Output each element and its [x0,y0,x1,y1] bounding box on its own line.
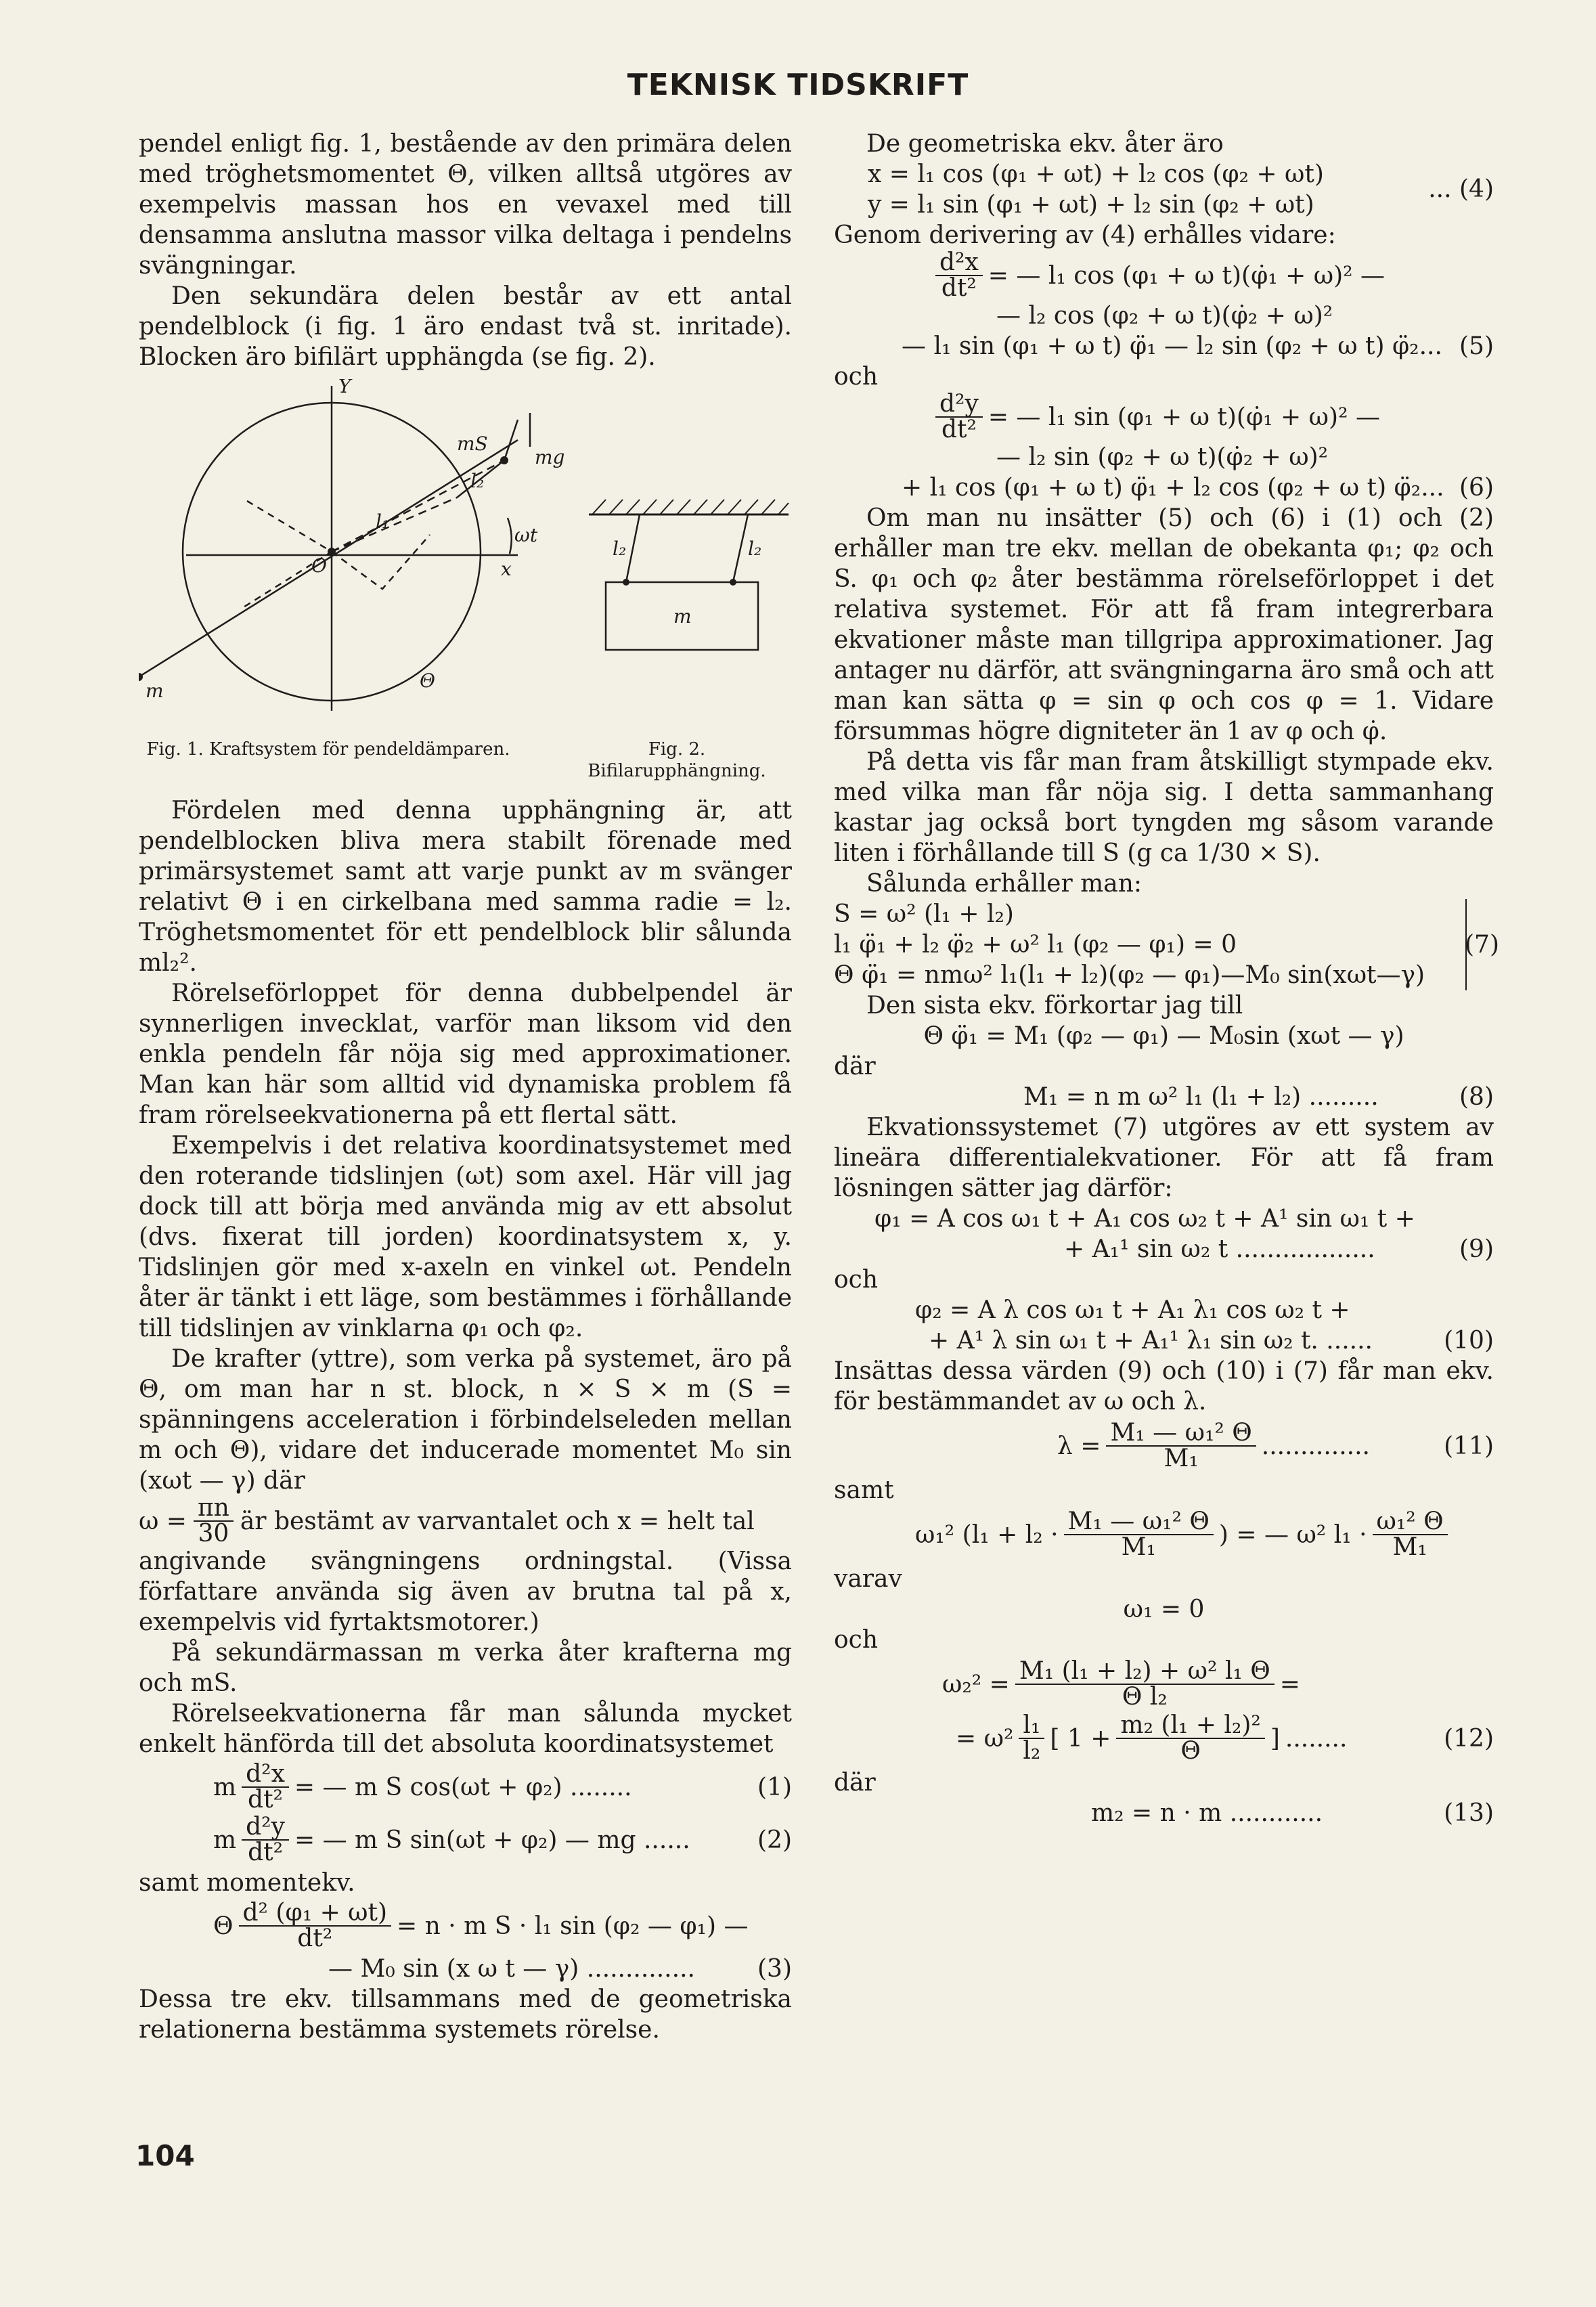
paragraph: samt momentekv. [139,1869,355,1897]
paragraph: Den sista ekv. förkortar jag till [866,992,1243,1019]
label-l2: l₂ [470,470,485,492]
page-number: 104 [135,2139,195,2172]
equation-5: $\frac{\text{d²x}}{\text{dt²}}$ = — l₁ cos (φ₁ + ω t)(φ̇₁ + ω)² — — l₂ cos (φ₂ + ω t)(φ̇₂ + ω)² — l₁ sin (φ₁ + ω t) φ̈₁ — l₂ sin (φ₂ + ω t) φ̈₂... (5) [902,248,1494,360]
paragraph: Exempelvis i det relativa koordinatsystemet med den roterande tidslinjen (ωt) som axel. Här vill jag dock till att börja med använda mig av ett absolut (dvs. fixerat till jorden) koordinatsystem x, y. Tidslinjen gör med x-axeln en vinkel ωt. Pendeln åter är tänkt i ett läge, som bestämmes i förhållande till tidslinjen av vinklarna φ₁ och φ₂. [139,1132,792,1342]
journal-header: TEKNISK TIDSKRIFT [627,68,969,102]
paragraph: pendel enligt fig. 1, bestående av den primära delen med tröghetsmomentet Θ, vilken alltså utgöres av exempelvis massan hos en vevaxel med till densamma anslutna massor vilka deltaga i pendelns svängningar. [139,130,792,280]
left-column [139,129,792,2045]
label-ms: mS [457,433,488,455]
equation-12b: = ω² l₁ l₂ [ 1 + $\frac{\text{m₂ (l₁ + l₂)²}}{\Theta}$ ] ........ (12) [956,1711,1494,1765]
label-mg: mg [535,446,565,468]
label-x: x [501,558,512,580]
equation-13: m₂ = n · m ............ (13) [1091,1799,1494,1827]
label-l2b: l₂ [748,537,762,560]
paragraph: Rörelseekvationerna får man sålunda mycket enkelt hänförda till det absoluta koordinatsystemet [139,1700,792,1758]
equation-6: $\frac{\text{d²y}}{\text{dt²}}$ = — l₁ sin (φ₁ + ω t)(φ̇₁ + ω)² — — l₂ sin (φ₂ + ω t)(φ̇₂ + ω)² + l₁ cos (φ₁ + ω t) φ̈₁ + l₂ cos (φ₂ + ω t) φ̈₂... (6) [902,390,1494,502]
paragraph: Om man nu insätter (5) och (6) i (1) och (2) erhåller man tre ekv. mellan de obekanta φ₁; φ₂ och S. φ₁ och φ₂ åter bestämma rörelseförloppet i det relativa systemet. För att få fram integrerbara ekvationer måste man tillgripa approximationer. Jag antager nu därför, att svängningarna äro små och att man kan sätta φ = sin φ och cos φ = 1. Vidare försummas högre digniteter än 1 av φ och φ̇. [834,504,1494,745]
paragraph: Den sekundära delen består av ett antal pendelblock (i fig. 1 äro endast två st. inritade). Blocken äro bifilärt upphängda (se fig. 2). [139,282,792,371]
paragraph: Genom derivering av (4) erhålles vidare: [834,221,1336,249]
paragraph: De krafter (yttre), som verka på systemet, äro på Θ, om man har n st. block, n × S × m (S = spänningens acceleration i förbindelseleden mellan m och Θ), vidare det inducerade momentet M₀ sin (xωt — γ) där [139,1345,792,1495]
paragraph: angivande svängningens ordningstal. (Vissa författare använda sig även av brutna tal på x, exempelvis vid fyrtaktsmotorer.) [139,1547,792,1636]
paragraph: där [834,1053,876,1080]
paragraph: Rörelseförloppet för denna dubbelpendel är synnerligen invecklat, varför man liksom vid den enkla pendeln får nöja sig med approximationer. Man kan här som alltid vid dynamiska problem få fram rörelseekvationerna på ett flertal sätt. [139,980,792,1129]
paragraph: Dessa tre ekv. tillsammans med de geometriska relationerna bestämma systemets rörelse. [139,1985,792,2044]
equation-9: φ₁ = A cos ω₁ t + A₁ cos ω₂ t + A¹ sin ω₁ t + + A₁¹ sin ω₂ t .................. (9) [874,1205,1494,1263]
paragraph: På detta vis får man fram åtskilligt stympade ekv. med vilka man får nöja sig. I detta sammanhang kastar jag också bort tyngden mg såsom varande liten i förhållande till S (g ca 1/30 × S). [834,748,1494,867]
paragraph: och [834,363,879,391]
equation-11: λ = $\frac{\text{M₁ — ω₁² Θ}}{\text{M₁}}$ .............. (11) [1057,1419,1494,1472]
equation-7b: Θ φ̈₁ = M₁ (φ₂ — φ₁) — M₀sin (xωt — γ) [923,1022,1404,1050]
paragraph: och [834,1266,879,1294]
paragraph: De geometriska ekv. åter äro [866,130,1224,158]
label-theta: Θ [420,669,435,692]
label-block-m: m [673,605,692,628]
paragraph: varav [834,1565,902,1593]
equation-2: m $\frac{\text{d²y}}{\text{dt²}}$ = — m S sin(ωt + φ₂) — mg ...... (2) [213,1813,792,1866]
label-l2a: l₂ [613,537,627,560]
figure-1-caption: Fig. 1. Kraftsystem för pendeldämparen. [146,739,510,760]
label-y: Y [338,379,351,397]
equation-12a: ω₂² = $\frac{\text{M₁ (l₁ + l₂) + ω² l₁ Θ}}{\text{Θ l₂}}$ = [942,1657,1300,1711]
paragraph: där [834,1769,876,1797]
equation-7: S = ω² (l₁ + l₂) l₁ φ̈₁ + l₂ φ̈₂ + ω² l₁ (φ₂ — φ₁) = 0 Θ φ̈₁ = nmω² l₁(l₁ + l₂)(φ₂ — φ₁)—M₀ sin(xωt—γ) (7) [834,900,1499,989]
label-m: m [146,680,164,702]
equation-1: m $\frac{\text{d²x}}{\text{dt²}}$ = — m S cos(ωt + φ₂) ........ (1) [213,1760,792,1814]
figures [139,379,792,782]
equation-4: x = l₁ cos (φ₁ + ωt) + l₂ cos (φ₂ + ωt) y = l₁ sin (φ₁ + ωt) + l₂ sin (φ₂ + ωt) ... (4) [868,160,1494,219]
equation-8: M₁ = n m ω² l₁ (l₁ + l₂) ......... (8) [1023,1083,1494,1111]
equation-3a: Θ $\frac{\text{d² (φ₁ + ωt)}}{\text{dt²}}$ = n · m S · l₁ sin (φ₂ — φ₁) — [213,1899,749,1952]
paragraph: Sålunda erhåller man: [866,870,1143,898]
label-o: O [311,554,327,577]
paragraph: Insättas dessa värden (9) och (10) i (7) får man ekv. för bestämmandet av ω och λ. [834,1357,1494,1415]
paragraph: Ekvationssystemet (7) utgöres av ett system av lineära differentialekvationer. För att få fram lösningen sätter jag därför: [834,1114,1494,1202]
figure-1-and-2 [139,379,792,731]
paragraph: Fördelen med denna upphängning är, att pendelblocken bliva mera stabilt förenade med primärsystemet samt att varje punkt av m svänger relativt Θ i en cirkelbana med samma radie = l₂. Tröghetsmomentet för ett pendelblock blir sålunda ml₂². [139,797,792,977]
right-column [834,129,1499,1828]
equation-3b: — M₀ sin (x ω t — γ) .............. (3) [328,1955,792,1983]
paragraph: och [834,1626,879,1654]
equation-10: φ₂ = A λ cos ω₁ t + A₁ λ₁ cos ω₂ t + + A¹ λ sin ω₁ t + A₁¹ λ₁ sin ω₂ t. ...... (10) [915,1296,1494,1355]
label-l1: l₁ [376,510,390,533]
figure-2-caption: Fig. 2. Bifilarupphängning. [588,739,766,781]
omega-definition: ω = $\frac{\pi n}{30}$ är bestämt av varvantalet och x = helt tal [139,1494,755,1547]
label-wt: ωt [514,524,538,546]
equation-11b: ω₁² (l₁ + l₂ · M₁ — ω₁² Θ M₁ ) = — ω² l₁ · ω₁² Θ M₁ [834,1510,1494,1560]
paragraph: samt [834,1476,894,1504]
equation-omega1: ω₁ = 0 [1123,1596,1205,1623]
time-line [139,440,518,677]
paragraph: På sekundärmassan m verka åter krafterna mg och mS. [139,1639,792,1697]
